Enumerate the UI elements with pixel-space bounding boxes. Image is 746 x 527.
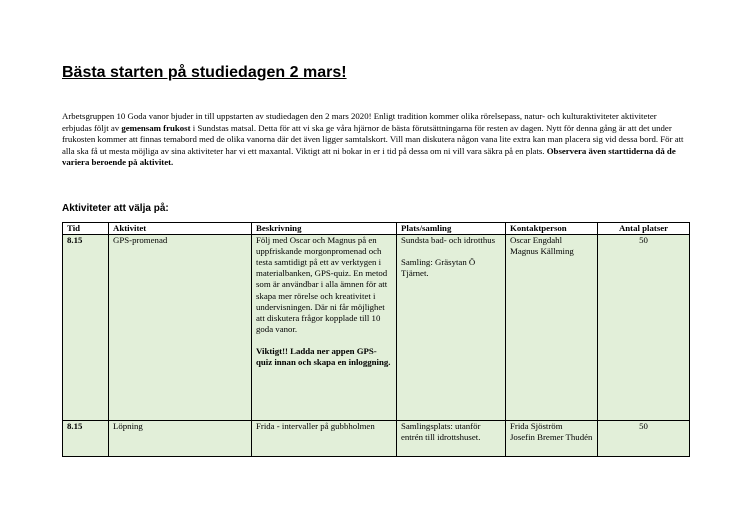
cell-activity: Löpning [109,421,252,457]
table-row [63,235,690,421]
contact-name: Magnus Källming [510,246,574,257]
contact-name: Frida Sjöström [510,421,563,432]
cell-contact [506,421,598,457]
contact-name: Josefin Bremer Thudén [510,432,593,443]
section-heading: Aktiviteter att välja på: [62,203,169,214]
page-title: Bästa starten på studiedagen 2 mars! [62,64,347,81]
description-warning: Viktigt!! Ladda ner appen GPS-quiz innan och skapa en inloggning. [256,345,391,368]
cell-place [397,235,506,421]
header-activity: Aktivitet [109,223,252,235]
cell-description: Frida - intervaller på gubbholmen [252,421,397,457]
cell-activity: GPS-promenad [109,235,252,421]
intro-bold-breakfast: gemensam frukost [121,122,191,133]
intro-paragraph [62,111,688,169]
place-meeting: Samling: Gräsytan Ö Tjärnet. [401,257,476,279]
intro-text-1: Arbetsgruppen 10 Goda vanor bjuder in till uppstarten av studiedagen den 2 mars 2020! Enligt tradition kommer olika rörelsepass, natur- och kulturaktiviteter aktiviteter erbjudas följt av [62,111,657,133]
header-description: Beskrivning [252,223,397,235]
table-row [63,421,690,457]
place-text: Sundsta bad- och idrotthus [401,235,496,246]
cell-description [252,235,397,421]
header-time: Tid [63,223,109,235]
cell-seats: 50 [598,235,690,421]
cell-seats: 50 [598,421,690,457]
intro-bold-note: Observera även starttiderna då de variera beroende på aktivitet. [62,145,676,168]
cell-place: Samlingsplats: utanför entrén till idrottshuset. [397,421,506,457]
cell-contact [506,235,598,421]
cell-time: 8.15 [63,235,109,421]
header-contact: Kontaktperson [506,223,598,235]
contact-name: Oscar Engdahl [510,235,563,246]
table-header-row [63,223,690,235]
header-seats: Antal platser [598,223,690,235]
intro-text-2: i Sundstas matsal. Detta för att vi ska ge våra hjärnor de bästa förutsättningarna för resten av dagen. Nytt för denna gång är att det under frukosten kommer att finnas temabord med de olika vanorna där det även ligger samtalskort. Vill man diskutera någon vana lite extra kan man placera sig vid dessa bord. För att alla ska få ut mesta möjliga av sina aktiviteter har vi ett maxantal. Viktigt att ni bokar in er i tid på dessa om ni vill vara säkra på en plats. [62,122,684,156]
header-place: Plats/samling [397,223,506,235]
description-text: Följ med Oscar och Magnus på en uppfriskande morgonpromenad och testa samtidigt på ett av verktygen i materialbanken, GPS-quiz. En metod som är användbar i alla ämnen för att skapa mer rörelse och kreativitet i undervisningen. Där ni får möjlighet att diskutera frågor kopplade till 10 goda vanor. [256,235,388,334]
cell-time: 8.15 [63,421,109,457]
activities-table [62,222,690,457]
